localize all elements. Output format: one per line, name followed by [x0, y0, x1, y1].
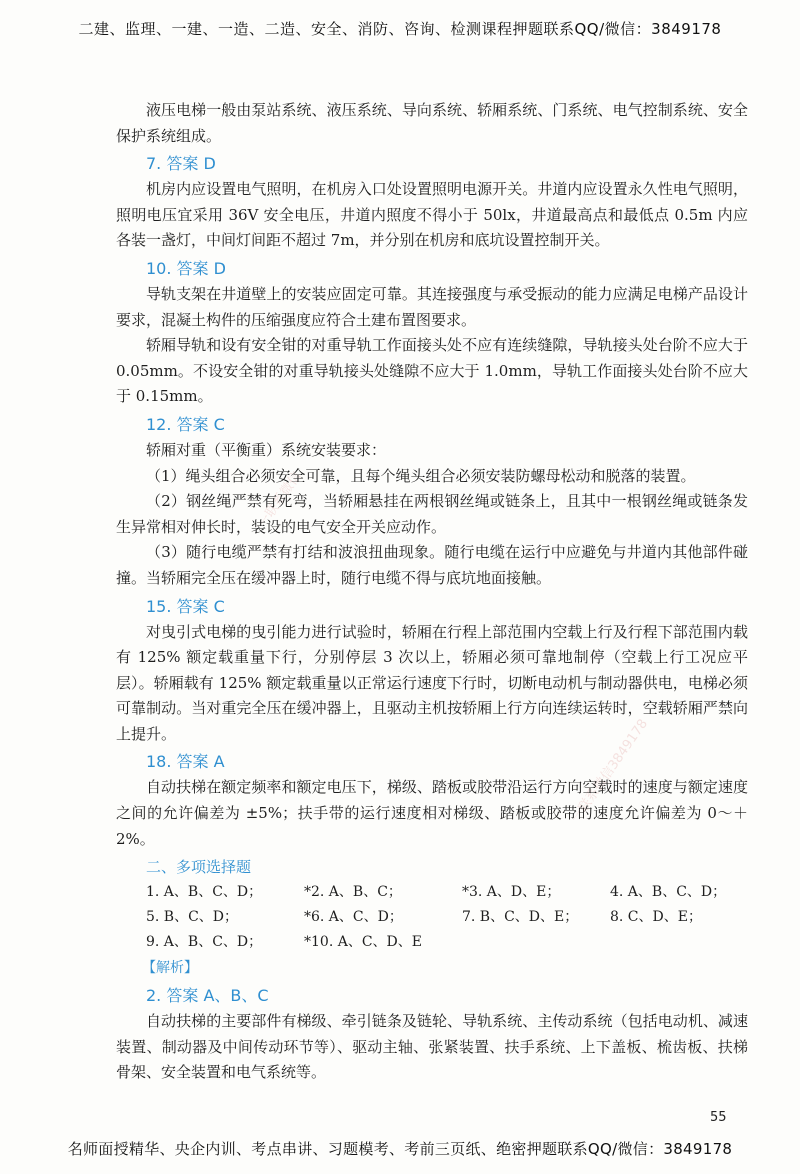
- answer-item: 4. A、B、C、D；: [610, 884, 727, 901]
- answer-item: *2. A、B、C；: [304, 884, 402, 901]
- answer-item: *10. A、C、D、E: [304, 934, 422, 951]
- paragraph: 自动扶梯的主要部件有梯级、牵引链条及链轮、导轨系统、主传动系统（包括电动机、减速装置、制动器及中间传动环节等）、驱动主轴、张紧装置、扶手系统、上下盖板、梳齿板、扶梯骨架、安全装置和电气系统等。: [116, 1012, 748, 1082]
- paragraph: 自动扶梯在额定频率和额定电压下，梯级、踏板或胶带沿运行方向空载时的速度与额定速度之间的允许偏差为 ±5%；扶手带的运行速度相对梯级、踏板或胶带的速度允许偏差为 0～＋2%。: [116, 778, 748, 848]
- page-footer: 名师面授精华、央企内训、考点串讲、习题模考、考前三页纸、绝密押题联系QQ/微信：3849178: [67, 1140, 733, 1158]
- answer-item: 1. A、B、C、D；: [146, 884, 263, 901]
- answer-heading: 7. 答案 D: [146, 154, 216, 174]
- paragraph: （3）随行电缆严禁有打结和波浪扭曲现象。随行电缆在运行中应避免与井道内其他部件碰撞。当轿厢完全压在缓冲器上时，随行电缆不得与底坑地面接触。: [116, 543, 748, 587]
- page-number: 55: [710, 1110, 727, 1125]
- section-heading: 二、多项选择题: [146, 858, 252, 877]
- paragraph: 导轨支架在井道壁上的安装应固定可靠。其连接强度与承受振动的能力应满足电梯产品设计要求，混凝土构件的压缩强度应符合土建布置图要求。: [116, 284, 748, 329]
- answer-heading: 12. 答案 C: [146, 414, 225, 434]
- answer-item: 9. A、B、C、D；: [146, 934, 263, 951]
- paragraph: 轿厢对重（平衡重）系统安装要求：: [146, 440, 387, 459]
- paragraph: （2）钢丝绳严禁有死弯，当轿厢悬挂在两根钢丝绳或链条上，且其中一根钢丝绳或链条发生异常相对伸长时，装设的电气安全开关应动作。: [116, 492, 748, 536]
- answer-item: 7. B、C、D、E；: [462, 909, 579, 926]
- answer-heading: 2. 答案 A、B、C: [146, 986, 269, 1006]
- answer-item: *6. A、C、D；: [304, 909, 403, 926]
- paragraph: 机房内应设置电气照明，在机房入口处设置照明电源开关。井道内应设置永久性电气照明，照明电压宜采用 36V 安全电压，井道内照度不得小于 50lx，井道最高点和最低点 0.5m 内应各装一盏灯，中间灯间距不超过 7m，并分别在机房和底坑设置控制开关。: [116, 180, 748, 250]
- answer-item: 5. B、C、D；: [146, 909, 239, 926]
- analysis-tag: 【解析】: [142, 960, 198, 977]
- watermark: 一联系微信: [255, 469, 305, 531]
- paragraph: 轿厢导轨和设有安全钳的对重导轨工作面接头处不应有连续缝隙，导轨接头处台阶不应大于 0.05mm。不设安全钳的对重导轨接头处缝隙不应大于 1.0mm，导轨工作面接头处台阶不应大于 0.15mm。: [116, 336, 748, 406]
- watermark: 一联系微信3849178: [568, 716, 652, 826]
- page-header: 二建、监理、一建、一造、二造、安全、消防、咨询、检测课程押题联系QQ/微信：3849178: [78, 20, 722, 38]
- answer-heading: 10. 答案 D: [146, 258, 226, 278]
- multiple-choice-answers: [116, 880, 748, 955]
- paragraph: 液压电梯一般由泵站系统、液压系统、导向系统、轿厢系统、门系统、电气控制系统、安全保护系统组成。: [116, 101, 748, 145]
- paragraph: 对曳引式电梯的曳引能力进行试验时，轿厢在行程上部范围内空载上行及行程下部范围内载有 125% 额定载重量下行，分别停层 3 次以上，轿厢必须可靠地制停（空载上行工况应平层）。轿厢载有 125% 额定载重量以正常运行速度下行时，切断电动机与制动器供电，电梯必须可靠制动。当对重完全压在缓冲器上，且驱动主机按轿厢上行方向连续运转时，空载轿厢严禁向上提升。: [116, 622, 748, 743]
- answer-content: [116, 98, 748, 1086]
- answer-heading: 18. 答案 A: [146, 752, 225, 772]
- answer-item: *3. A、D、E；: [462, 884, 561, 901]
- answer-heading: 15. 答案 C: [146, 596, 225, 616]
- paragraph: （1）绳头组合必须安全可靠，且每个绳头组合必须安装防螺母松动和脱落的装置。: [146, 466, 696, 485]
- answer-item: 8. C、D、E；: [610, 909, 702, 926]
